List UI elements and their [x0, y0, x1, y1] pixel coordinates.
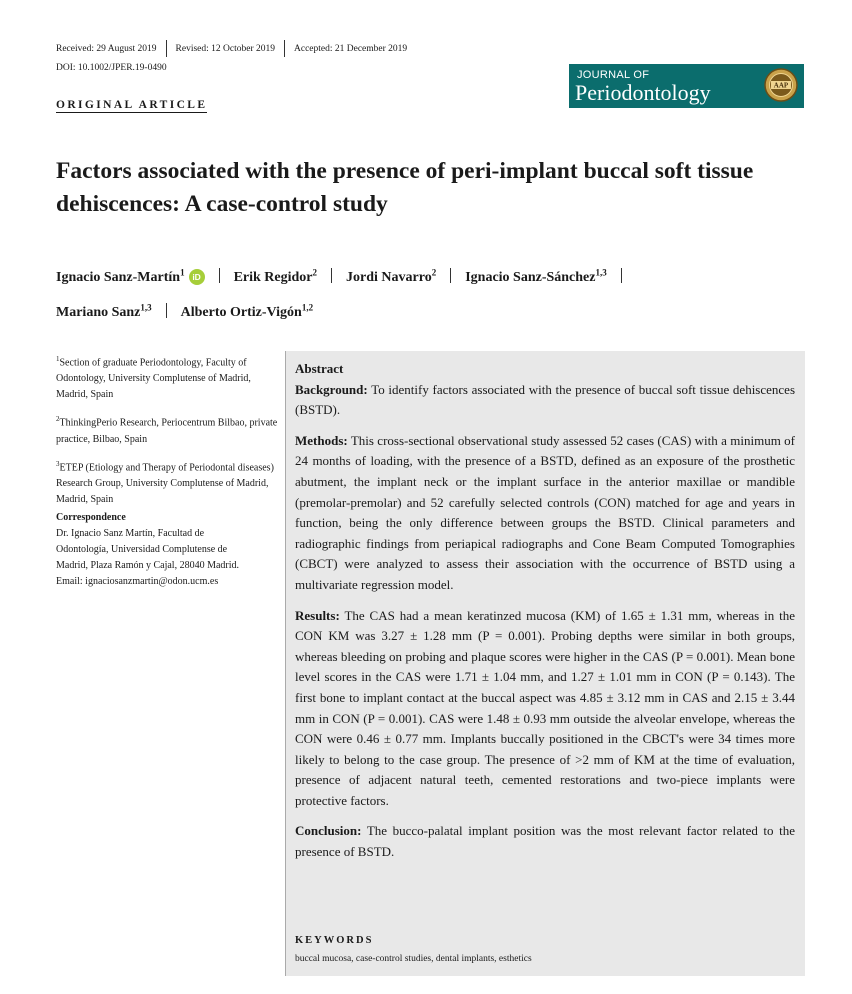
affiliations: [56, 351, 278, 516]
author[interactable]: Jordi Navarro$^2$: [346, 267, 437, 285]
received-date: Received: 29 August 2019: [56, 43, 157, 54]
keywords-list: buccal mucosa, case-control studies, dental implants, esthetics: [295, 954, 532, 964]
divider: [621, 268, 622, 283]
divider: [284, 40, 285, 57]
author[interactable]: Ignacio Sanz-Martín$^1$ iD: [56, 270, 205, 285]
article-type: ORIGINAL ARTICLE: [56, 99, 208, 111]
article-title: Factors associated with the presence of peri-implant buccal soft tissue dehiscences: A case-control study: [56, 158, 754, 217]
doi[interactable]: DOI: 10.1002/JPER.19-0490: [56, 63, 167, 73]
author-list: [56, 257, 816, 328]
affiliation: $^2$ThinkingPerio Research, Periocentrum Bilbao, private practice, Bilbao, Spain: [56, 415, 278, 445]
divider: [331, 268, 332, 283]
correspondence-line: Dr. Ignacio Sanz Martín, Facultad de: [56, 528, 205, 539]
divider: [166, 303, 167, 318]
abstract-box: [285, 351, 805, 976]
journal-logo[interactable]: [569, 64, 804, 108]
abstract-heading: Abstract: [295, 361, 344, 376]
correspondence: [56, 510, 278, 590]
author[interactable]: Mariano Sanz$^{1,3}$: [56, 302, 152, 321]
abstract-background: Background: To identify factors associated with the presence of buccal soft tissue dehiscences (BSTD).: [295, 381, 796, 418]
accepted-date: Accepted: 21 December 2019: [294, 43, 408, 54]
correspondence-heading: Correspondence: [56, 512, 126, 523]
journal-logo-line1: JOURNAL OF: [577, 69, 650, 81]
journal-logo-line2: Periodontology: [575, 80, 711, 105]
aap-seal-icon: [764, 68, 798, 102]
author[interactable]: Erik Regidor$^2$: [233, 267, 318, 285]
affiliation: $^1$Section of graduate Periodontology, Faculty of Odontology, University Complutense of Madrid, Madrid, Spain: [56, 355, 251, 401]
revised-date: Revised: 12 October 2019: [175, 43, 275, 54]
correspondence-email[interactable]: Email: ignaciosanzmartin@odon.ucm.es: [56, 576, 219, 587]
author[interactable]: Alberto Ortiz-Vigón$^{1,2}$: [180, 302, 314, 321]
divider: [450, 268, 451, 283]
orcid-icon[interactable]: iD: [189, 269, 205, 285]
keywords-heading: KEYWORDS: [295, 935, 374, 946]
article-dates: [56, 40, 407, 57]
divider: [219, 268, 220, 283]
correspondence-line: Madrid, Plaza Ramón y Cajal, 28040 Madrid.: [56, 560, 240, 571]
abstract-methods: Methods: This cross-sectional observational study assessed 52 cases (CAS) with a minimum of 24 months of loading, with the presence of a BSTD, defined as an exposure of the prosthetic abutment, the implant neck or the implant surface in the anterior maxillae or mandible (premolar-premolar) and 52 carefully selected controls (CON) matched for age and years in function, being the only difference between groups the BSTD. Clinical parameters and radiographic findings from periapical radiographs and Cone Beam Computed Tomographies (CBCT) were analyzed to assess their association with the occurrence of BSTD using a multivariate regression model.: [295, 432, 795, 592]
divider: [166, 40, 167, 57]
correspondence-line: Odontología, Universidad Complutense de: [56, 544, 228, 555]
abstract-conclusion: Conclusion: The bucco-palatal implant position was the most relevant factor related to the presence of BSTD.: [295, 823, 796, 860]
svg-text:AAP: AAP: [773, 81, 789, 90]
affiliation: $^3$ETEP (Etiology and Therapy of Periodontal diseases) Research Group, University Complutense of Madrid, Madrid, Spain: [56, 459, 274, 505]
abstract-results: Results: The CAS had a mean keratinzed mucosa (KM) of 1.65 ± 1.31 mm, whereas in the CON KM was 3.27 ± 1.28 mm (P = 0.001). Probing depths were similar in both groups, whereas bleeding on probing and plaque scores were higher in the CAS (P = 0.001). Mean bone level scores in the CAS were 1.71 ± 1.04 mm, and 1.27 ± 1.01 mm in CON (P = 0.143). The first bone to implant contact at the buccal aspect was 4.85 ± 3.12 mm in CAS and 2.15 ± 3.44 mm in CON (P = 0.001). CAS were 1.48 ± 0.93 mm outside the alveolar envelope, whereas the CON were 0.46 ± 0.77 mm. Implants buccally positioned in the CBCT's were 34 times more likely to belong to the case group. The presence of >2 mm of KM at the time of evaluation, presence of adjacent natural teeth, cemented restorations and two-piece implants were protective factors.: [295, 607, 796, 808]
author[interactable]: Ignacio Sanz-Sánchez$^{1,3}$: [465, 267, 607, 285]
